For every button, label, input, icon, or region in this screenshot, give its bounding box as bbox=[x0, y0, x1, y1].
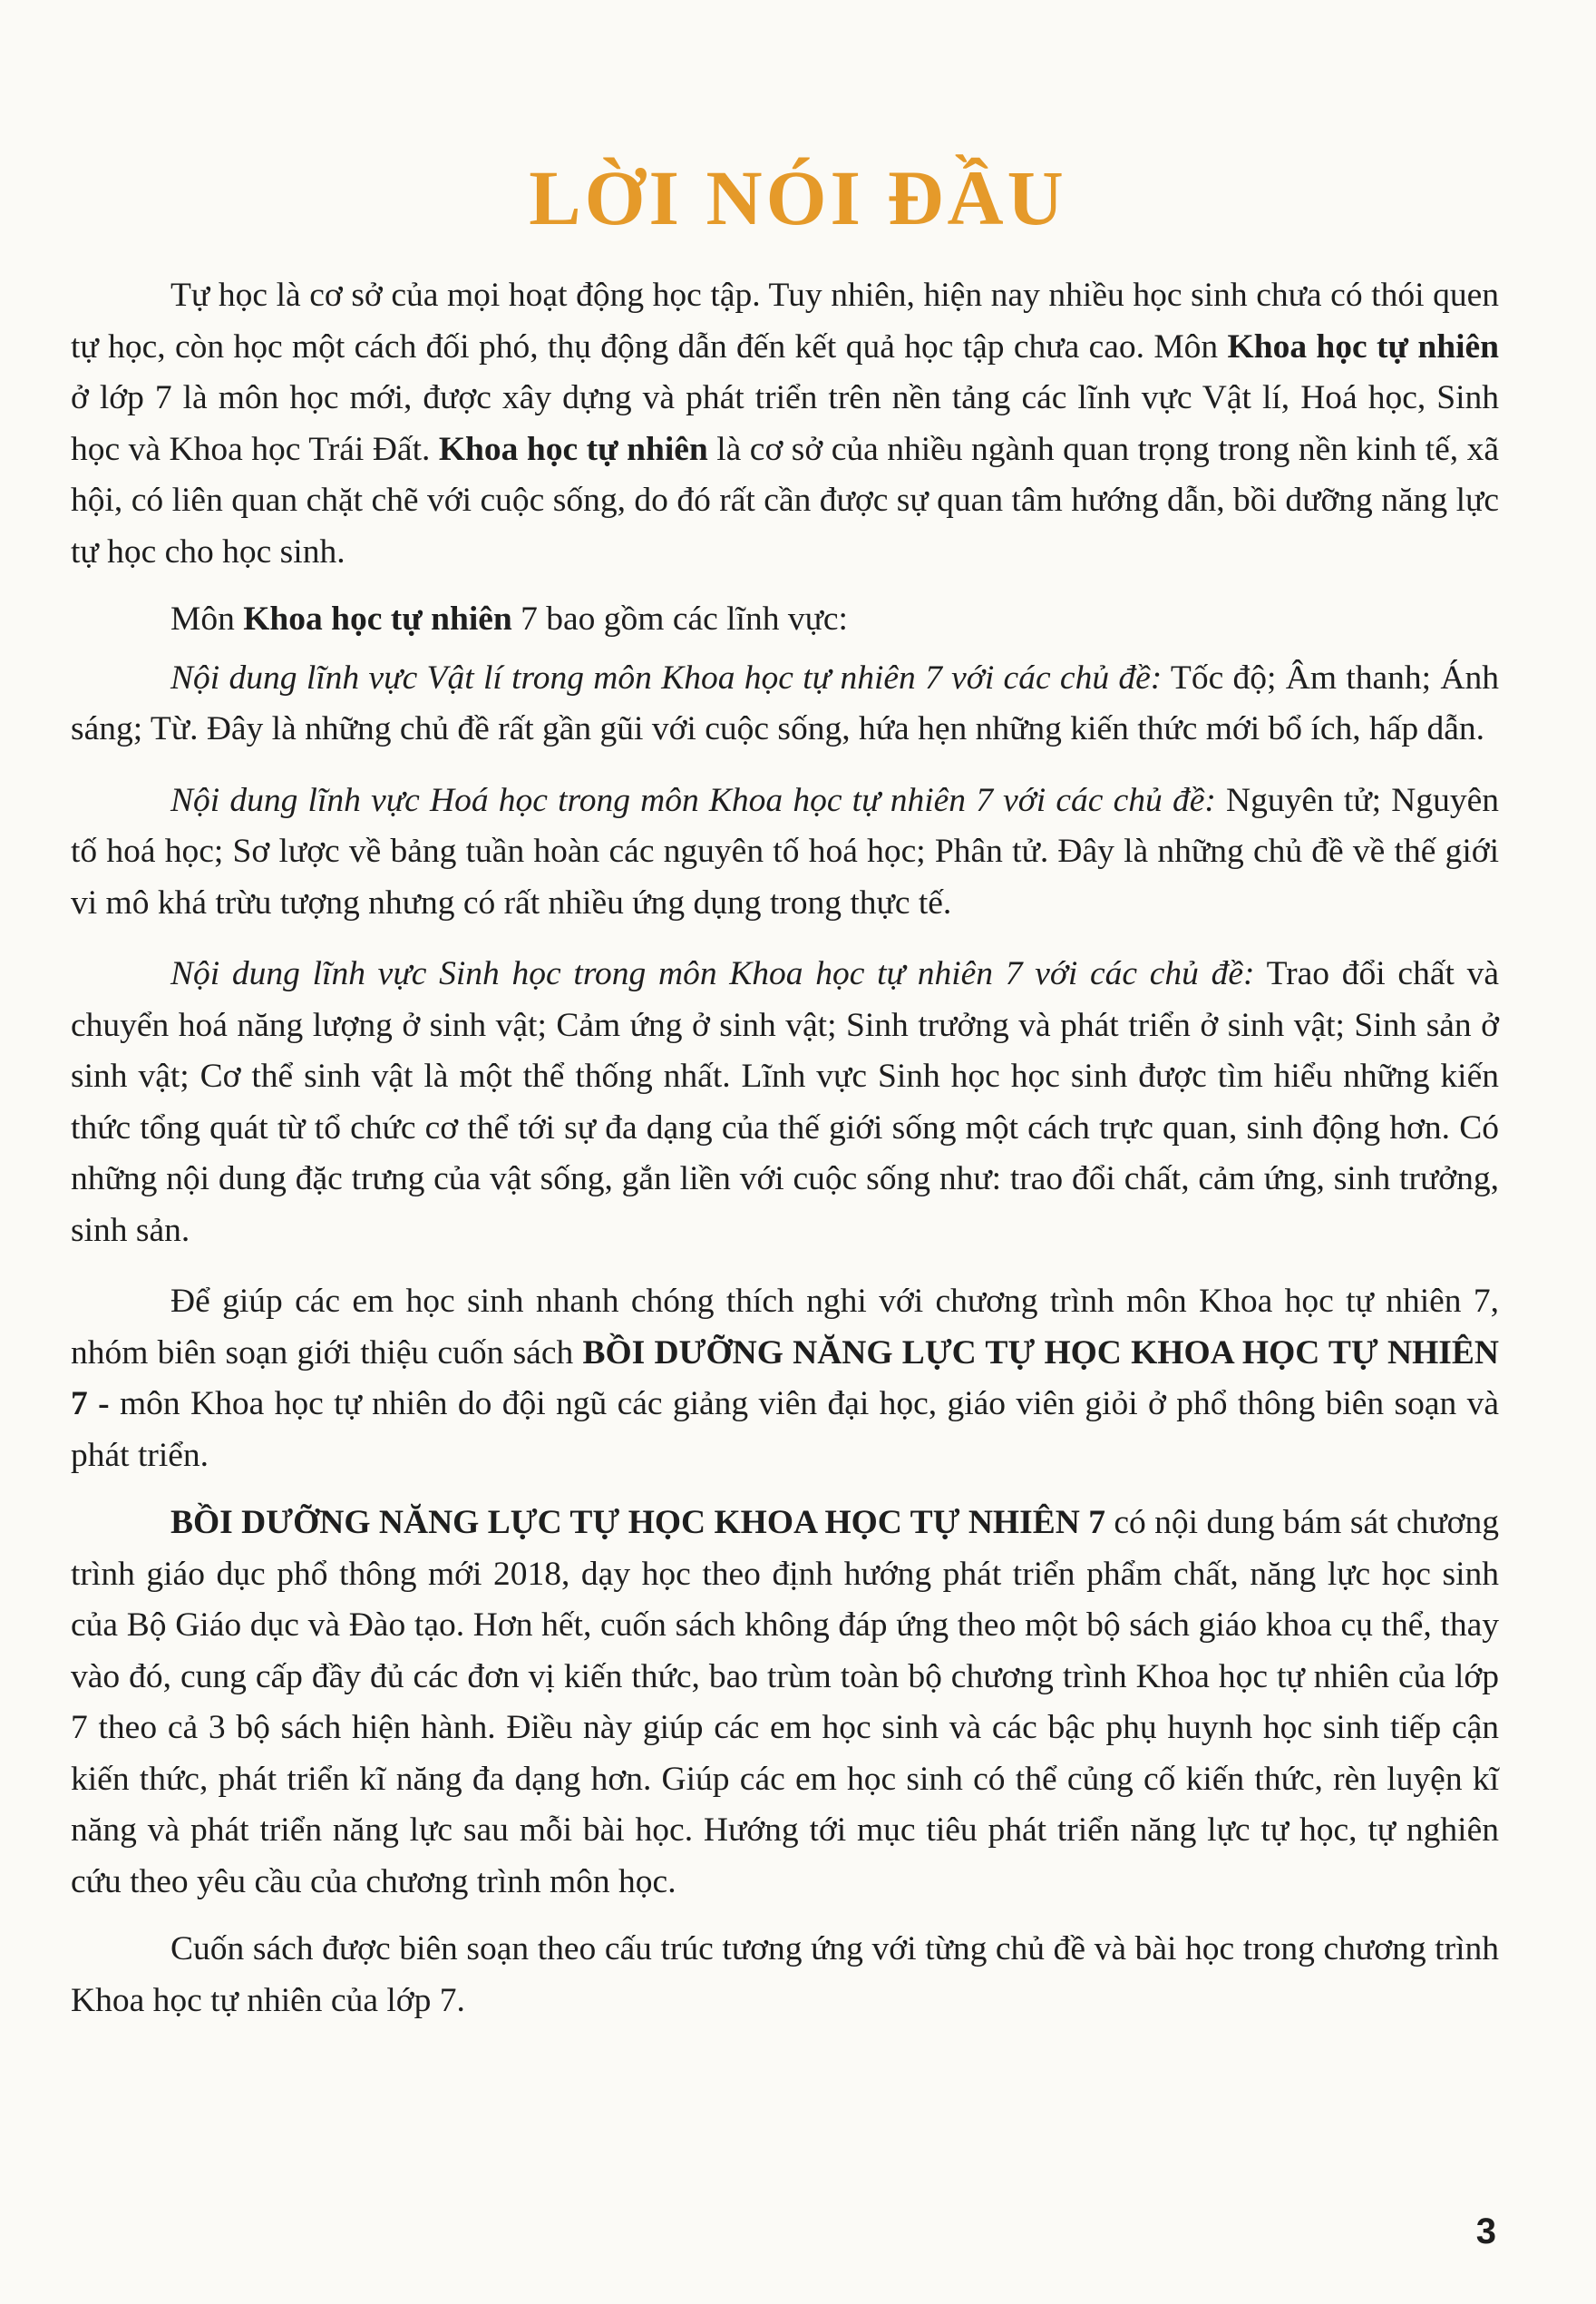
paragraph-structure: Cuốn sách được biên soạn theo cấu trúc tương ứng với từng chủ đề và bài học trong chương trình Khoa học tự nhiên của lớp 7. bbox=[71, 1930, 1499, 2019]
page-title: LỜI NÓI ĐẦU bbox=[529, 154, 1067, 241]
paragraph-book-intro: Để giúp các em học sinh nhanh chóng thích nghi với chương trình môn Khoa học tự nhiên 7, nhóm biên soạn giới thiệu cuốn sách BỒI DƯỠNG NĂNG LỰC TỰ HỌC KHOA HỌC TỰ NHIÊN 7 - môn Khoa học tự nhiên do đội ngũ các giảng viên đại học, giáo viên giỏi ở phổ thông biên soạn và phát triển. bbox=[71, 1283, 1500, 1474]
paragraph-chemistry: Nội dung lĩnh vực Hoá học trong môn Khoa học tự nhiên 7 với các chủ đề: Nguyên tử; Nguyên tố hoá học; Sơ lược về bảng tuần hoàn các nguyên tố hoá học; Phân tử. Đây là những chủ đề về thế giới vi mô khá trừu tượng nhưng có rất nhiều ứng dụng trong thực tế. bbox=[71, 781, 1499, 922]
paragraph-physics: Nội dung lĩnh vực Vật lí trong môn Khoa học tự nhiên 7 với các chủ đề: Tốc độ; Âm thanh; Ánh sáng; Từ. Đây là những chủ đề rất gần gũi với cuộc sống, hứa hẹn những kiến thức mới bổ ích, hấp dẫn. bbox=[71, 659, 1500, 747]
paragraph-book-content: BỒI DƯỠNG NĂNG LỰC TỰ HỌC KHOA HỌC TỰ NHIÊN 7 có nội dung bám sát chương trình giáo dục phổ thông mới 2018, dạy học theo định hướng phát triển phẩm chất, năng lực học sinh của Bộ Giáo dục và Đào tạo. Hơn hết, cuốn sách không đáp ứng theo một bộ sách giáo khoa cụ thể, thay vào đó, cung cấp đầy đủ các đơn vị kiến thức, bao trùm toàn bộ chương trình Khoa học tự nhiên của lớp 7 theo cả 3 bộ sách hiện hành. Điều này giúp các em học sinh và các bậc phụ huynh học sinh tiếp cận kiến thức, phát triển kĩ năng đa dạng hơn. Giúp các em học sinh có thể củng cố kiến thức, rèn luyện kĩ năng và phát triển năng lực sau mỗi bài học. Hướng tới mục tiêu phát triển năng lực tự học, tự nghiên cứu theo yêu cầu của chương trình môn học. bbox=[71, 1504, 1499, 1900]
body-text bbox=[71, 270, 1499, 2043]
paragraph-biology: Nội dung lĩnh vực Sinh học trong môn Khoa học tự nhiên 7 với các chủ đề: Trao đổi chất và chuyển hoá năng lượng ở sinh vật; Cảm ứng ở sinh vật; Sinh trưởng và phát triển ở sinh vật; Sinh sản ở sinh vật; Cơ thể sinh vật là một thể thống nhất. Lĩnh vực Sinh học học sinh được tìm hiểu những kiến thức tổng quát từ tổ chức cơ thể tới sự đa dạng của thế giới sống một cách trực quan, sinh động hơn. Có những nội dung đặc trưng của vật sống, gắn liền với cuộc sống như: trao đổi chất, cảm ứng, sinh trưởng, sinh sản. bbox=[71, 955, 1499, 1249]
page-number: 3 bbox=[1475, 2211, 1496, 2251]
paragraph-fields-intro: Môn Khoa học tự nhiên 7 bao gồm các lĩnh vực: bbox=[170, 600, 848, 638]
paragraph-intro: Tự học là cơ sở của mọi hoạt động học tập. Tuy nhiên, hiện nay nhiều học sinh chưa có thói quen tự học, còn học một cách đối phó, thụ động dẫn đến kết quả học tập chưa cao. Môn Khoa học tự nhiên ở lớp 7 là môn học mới, được xây dựng và phát triển trên nền tảng các lĩnh vực Vật lí, Hoá học, Sinh học và Khoa học Trái Đất. Khoa học tự nhiên là cơ sở của nhiều ngành quan trọng trong nền kinh tế, xã hội, có liên quan chặt chẽ với cuộc sống, do đó rất cần được sự quan tâm hướng dẫn, bồi dưỡng năng lực tự học cho học sinh. bbox=[71, 277, 1499, 571]
